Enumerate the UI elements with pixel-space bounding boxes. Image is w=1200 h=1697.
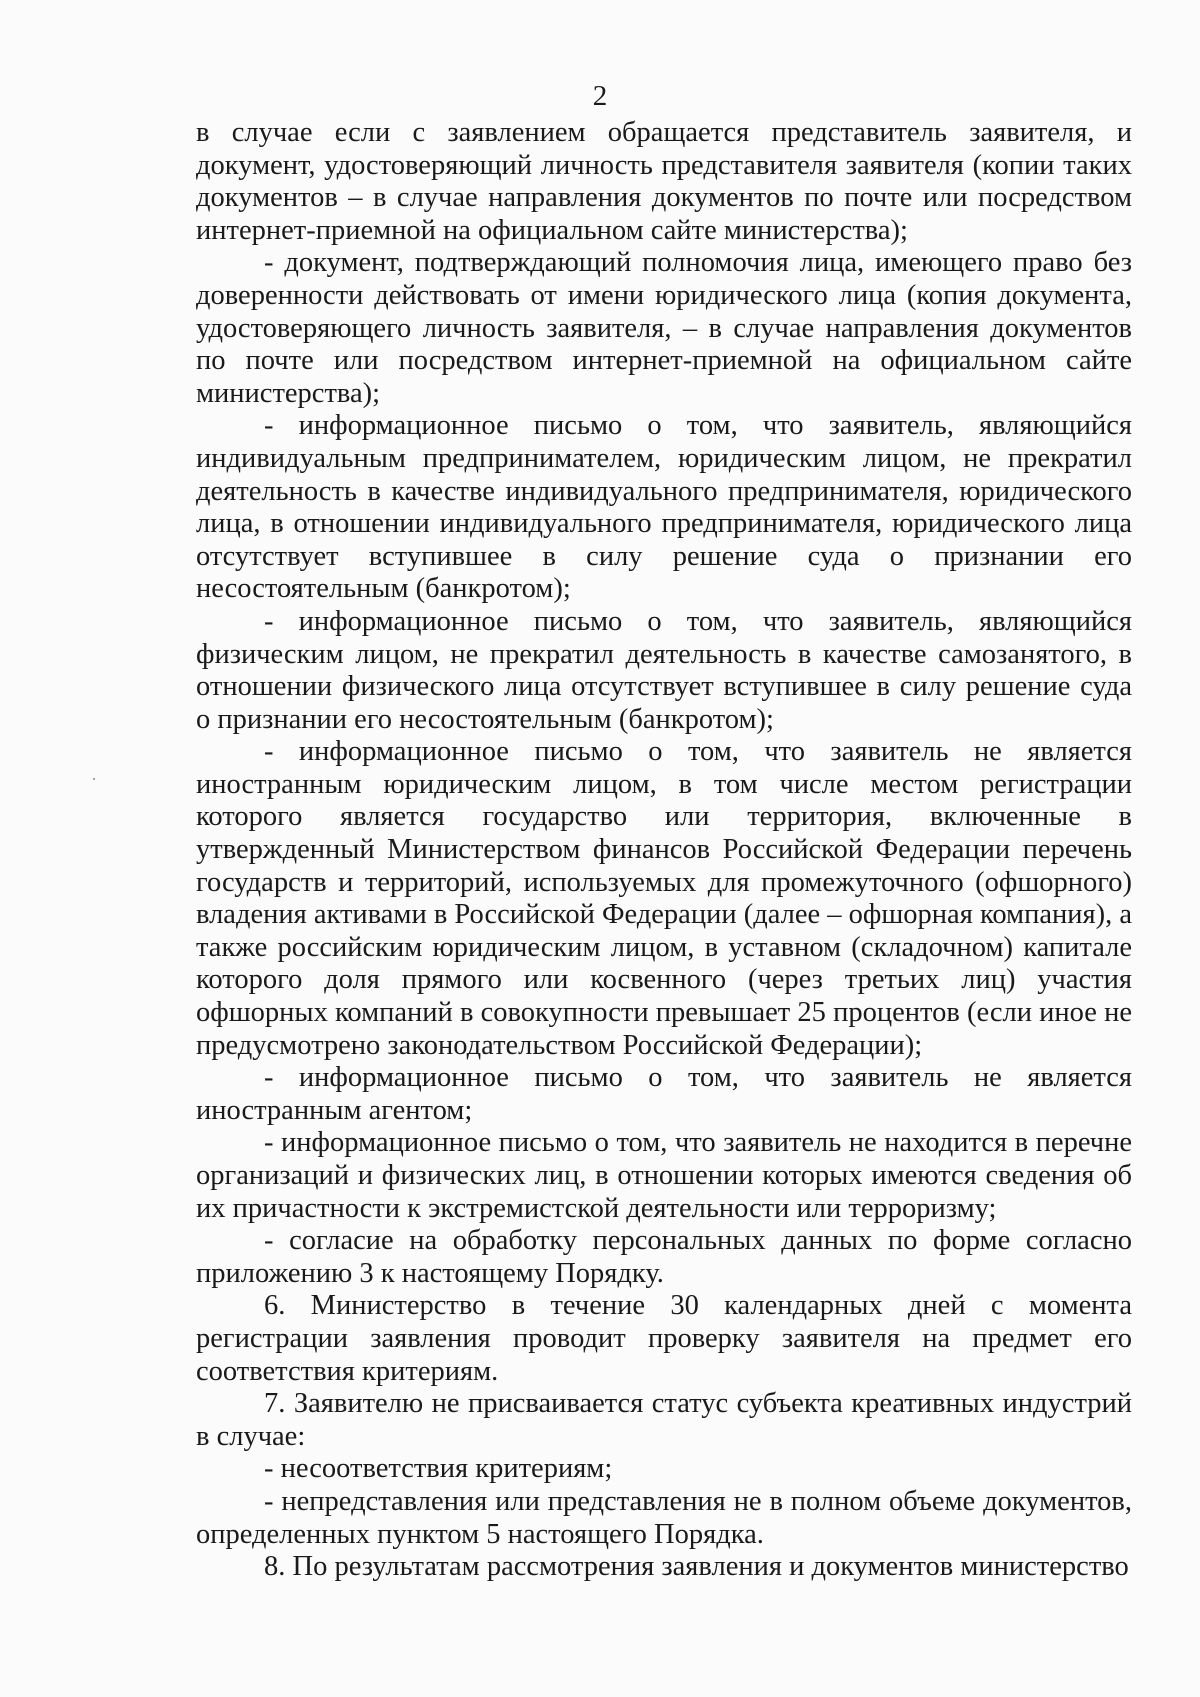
scan-speck (93, 778, 95, 780)
paragraph-criteria-mismatch: - несоответствия критериям; (264, 1453, 613, 1485)
paragraph-item-7: 7. Заявителю не присваивается статус субъекта креативных индустрий в случае: (196, 1388, 1132, 1452)
paragraph-extremism-letter: - информационное письмо о том, что заявитель не находится в перечне организаций и физических лиц, в отношении которых имеются сведения об их причастности к экстремистской деятельности или терроризму; (196, 1127, 1132, 1224)
paragraph-representative-id: в случае если с заявлением обращается представитель заявителя, и документ, удостоверяющий личность представителя заявителя (копии таких документов – в случае направления документов по почте или посредством интернет-приемной на официальном сайте министерства); (196, 117, 1132, 246)
paragraph-offshore-letter: - информационное письмо о том, что заявитель не является иностранным юридическим лицом, в том числе местом регистрации которого является государство или территория, включенные в утвержденный Министерством финансов Российской Федерации перечень государств и территорий, используемых для промежуточного (офшорного) владения активами в Российской Федерации (далее – офшорная компания), а также российским юридическим лицом, в уставном (складочном) капитале которого доля прямого или косвенного (через третьих лиц) участия офшорных компаний в совокупности превышает 25 процентов (если иное не предусмотрено законодательством Российской Федерации); (196, 736, 1132, 1061)
paragraph-authority-document: - документ, подтверждающий полномочия лица, имеющего право без доверенности действовать от имени юридического лица (копия документа, удостоверяющего личность заявителя, – в случае направления документов по почте или посредством интернет-приемной на официальном сайте министерства); (196, 247, 1132, 409)
paragraph-entrepreneur-letter: - информационное письмо о том, что заявитель, являющийся индивидуальным предпринимателем, юридическим лицом, не прекратил деятельность в качестве индивидуального предпринимателя, юридического лица, в отношении индивидуального предпринимателя, юридического лица отсутствует вступившее в силу решение суда о признании его несостоятельным (банкротом); (196, 410, 1132, 605)
paragraph-item-6: 6. Министерство в течение 30 календарных дней с момента регистрации заявления проводит проверку заявителя на предмет его соответствия критериям. (196, 1290, 1132, 1387)
paragraph-foreign-agent-letter: - информационное письмо о том, что заявитель не является иностранным агентом; (196, 1062, 1132, 1126)
document-body (196, 117, 1132, 1584)
paragraph-incomplete-documents: - непредставления или представления не в полном объеме документов, определенных пунктом 5 настоящего Порядка. (196, 1485, 1132, 1550)
paragraph-self-employed-letter: - информационное письмо о том, что заявитель, являющийся физическим лицом, не прекратил деятельность в качестве самозанятого, в отношении физического лица отсутствует вступившее в силу решение суда о признании его несостоятельным (банкротом); (196, 605, 1132, 735)
paragraph-personal-data-consent: - согласие на обработку персональных данных по форме согласно приложению 3 к настоящему Порядку. (196, 1225, 1132, 1289)
page-number: 2 (592, 80, 608, 112)
paragraph-item-8: 8. По результатам рассмотрения заявления и документов министерство (264, 1551, 1129, 1583)
